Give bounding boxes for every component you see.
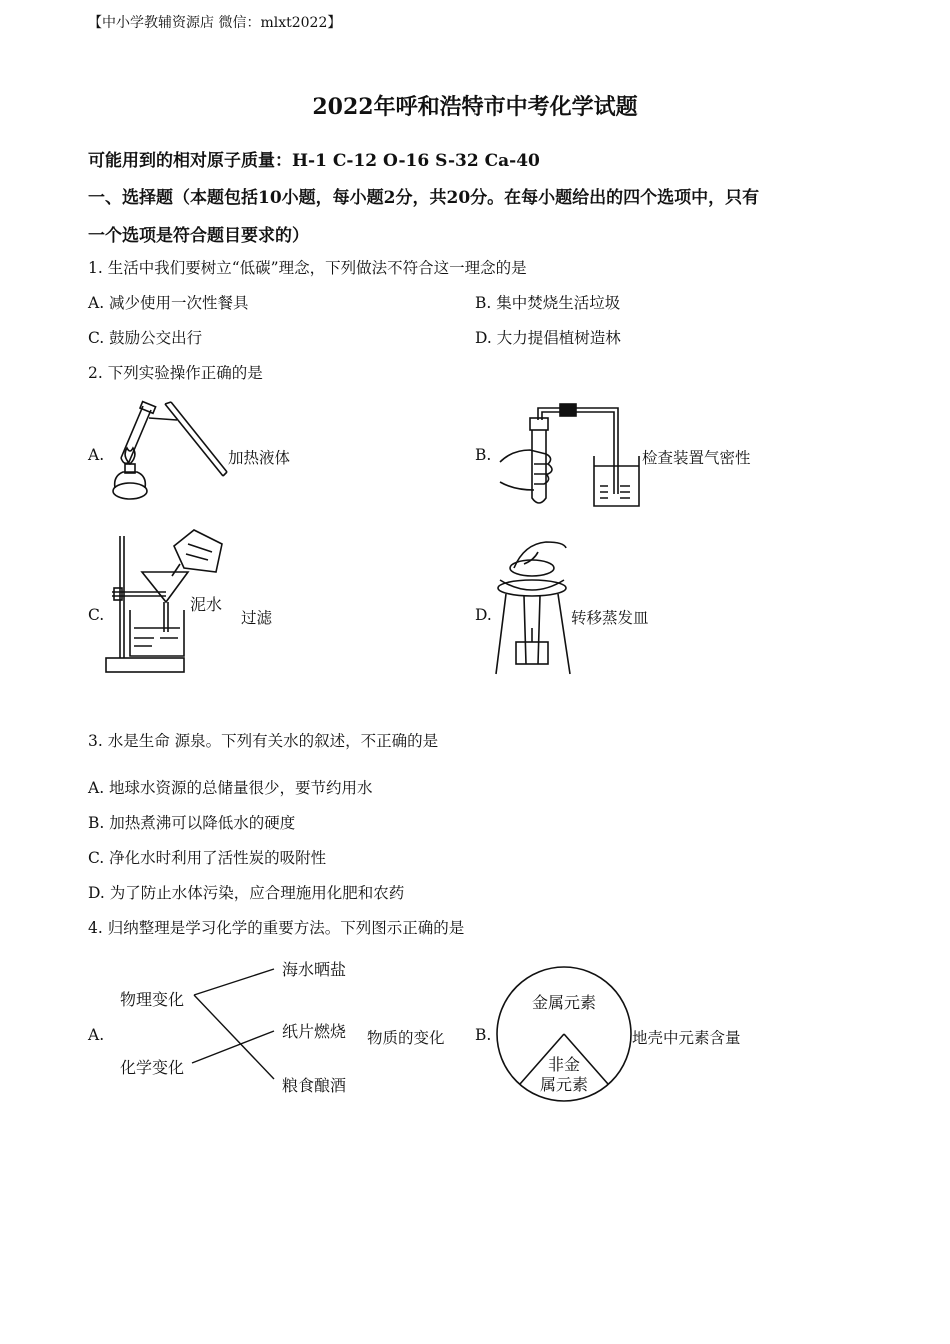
section-heading-line2: 一个选项是符合题目要求的） <box>88 226 309 246</box>
q3-option-d: D. 为了防止水体污染，应合理施用化肥和农药 <box>88 884 405 902</box>
q2-option-d-letter: D. <box>475 606 492 624</box>
q4-option-b-letter: B. <box>475 1026 492 1044</box>
q1-option-a: A. 减少使用一次性餐具 <box>88 294 249 312</box>
seawater-salt-label: 海水晒盐 <box>282 960 347 979</box>
q2-option-b-letter: B. <box>475 446 492 464</box>
q2-stem: 2. 下列实验操作正确的是 <box>88 364 263 382</box>
filtration-illustration <box>104 528 226 676</box>
q2-option-b-caption: 检查装置气密性 <box>642 449 751 467</box>
nonmetal-element-label-line2: 属元素 <box>539 1075 589 1094</box>
page-title: 2022年呼和浩特市中考化学试题 <box>312 94 638 120</box>
q3-option-b: B. 加热煮沸可以降低水的硬度 <box>88 814 296 832</box>
q4-stem: 4. 归纳整理是学习化学的重要方法。下列图示正确的是 <box>88 919 465 937</box>
q2-option-c-caption: 过滤 <box>241 609 273 627</box>
metal-element-label: 金属元素 <box>531 993 597 1012</box>
q3-stem: 3. 水是生命 源泉。下列有关水的叙述，不正确的是 <box>88 732 439 750</box>
q1-stem: 1. 生活中我们要树立“低碳”理念，下列做法不符合这一理念的是 <box>88 259 527 277</box>
q2-option-a-caption: 加热液体 <box>228 449 291 467</box>
q2-option-a-letter: A. <box>88 446 105 464</box>
q4-option-a-letter: A. <box>88 1026 105 1044</box>
q3-option-c: C. 净化水时利用了活性炭的吸附性 <box>88 849 327 867</box>
q2-option-d-caption: 转移蒸发皿 <box>571 609 649 627</box>
paper-burning-label: 纸片燃烧 <box>282 1022 347 1041</box>
heating-liquid-illustration <box>105 398 230 506</box>
substance-change-diagram <box>118 955 358 1097</box>
q1-option-c: C. 鼓励公交出行 <box>88 329 203 347</box>
atomic-mass-line: 可能用到的相对原子质量：H-1 C-12 O-16 S-32 Ca-40 <box>88 151 540 171</box>
q4-option-b-caption: 地壳中元素含量 <box>632 1029 741 1047</box>
q3-option-a: A. 地球水资源的总储量很少，要节约用水 <box>88 779 373 797</box>
section-heading-line1: 一、选择题（本题包括10小题，每小题2分，共20分。在每小题给出的四个选项中，只有 <box>88 188 760 208</box>
q4-option-a-caption: 物质的变化 <box>367 1029 445 1047</box>
grain-brewing-label: 粮食酿酒 <box>282 1076 347 1095</box>
crust-element-pie-diagram <box>494 964 634 1104</box>
evaporating-dish-illustration <box>494 538 574 676</box>
q1-option-d: D. 大力提倡植树造林 <box>475 329 621 347</box>
q2-option-c-letter: C. <box>88 606 105 624</box>
mud-water-label: 泥水 <box>190 595 223 614</box>
q1-option-b: B. 集中焚烧生活垃圾 <box>475 294 621 312</box>
physical-change-label: 物理变化 <box>120 990 185 1009</box>
page-header: 【中小学教辅资源店 微信：mlxt2022】 <box>88 15 342 31</box>
nonmetal-element-label-line1: 非金 <box>547 1055 581 1074</box>
chemical-change-label: 化学变化 <box>120 1058 185 1077</box>
airtightness-check-illustration <box>494 398 649 510</box>
